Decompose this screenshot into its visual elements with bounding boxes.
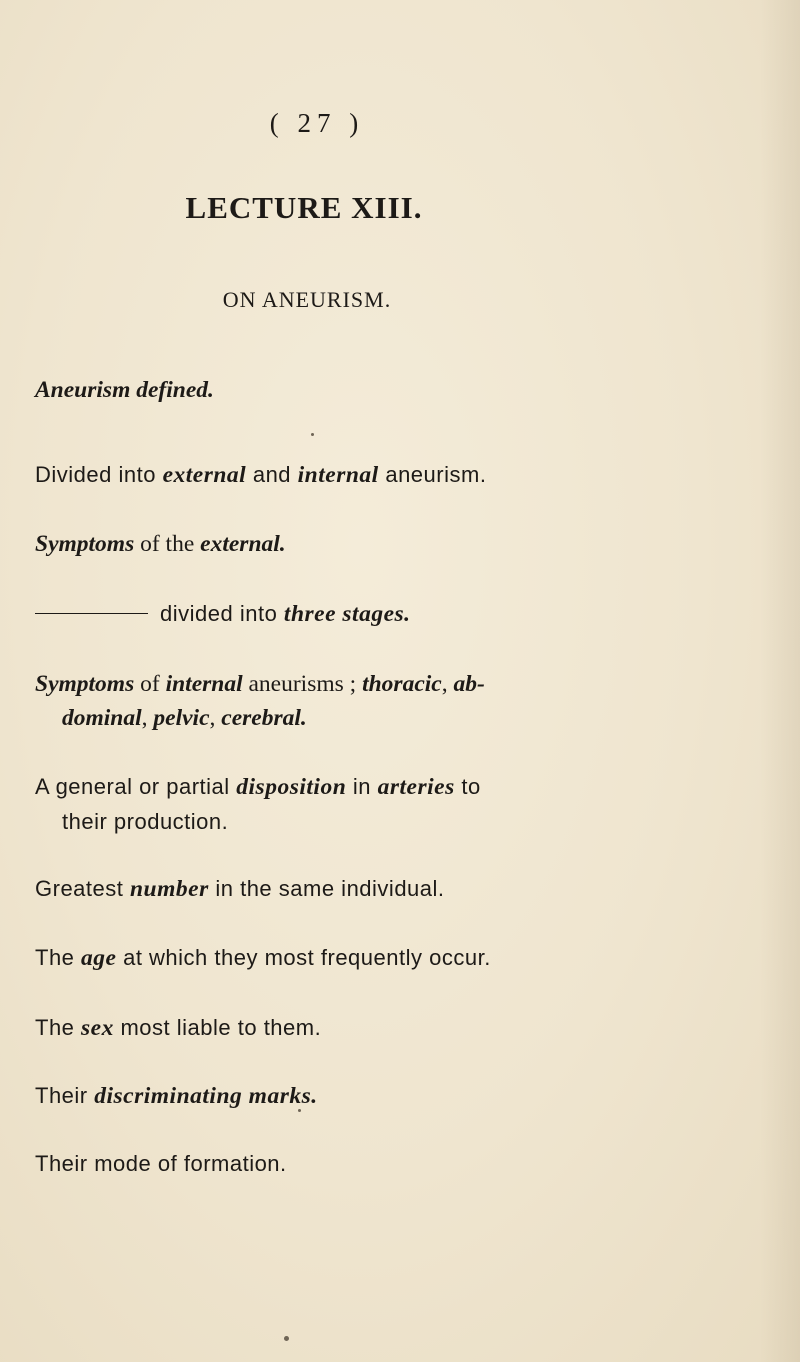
text: most liable to them. — [113, 1015, 322, 1040]
line-aneurism-defined — [35, 374, 214, 406]
emphasis: Symptoms — [35, 671, 135, 697]
lecture-title: LECTURE XIII. — [185, 190, 423, 225]
line-symptoms-external — [35, 528, 286, 560]
emphasis: external. — [200, 531, 286, 557]
text: divided into — [160, 601, 284, 626]
text: aneurism. — [378, 462, 487, 487]
emphasis: arteries — [377, 774, 455, 800]
emphasis: ab- — [453, 671, 485, 697]
emphasis: discriminating marks. — [94, 1083, 318, 1109]
text: , — [441, 671, 454, 697]
emphasis: thoracic — [362, 671, 442, 697]
page-number: ( 27 ) — [269, 108, 365, 138]
line-greatest-number — [35, 873, 445, 905]
emphasis: number — [129, 876, 209, 902]
line-symptoms-internal-cont — [62, 702, 307, 734]
lecture-subtitle: ON ANEURISM. — [222, 287, 392, 312]
text: , — [209, 705, 222, 731]
text: A general or partial — [35, 774, 237, 799]
emphasis: three stages. — [283, 601, 411, 627]
line-symptoms-internal — [35, 668, 485, 700]
heading-text: Aneurism defined. — [35, 377, 214, 403]
text: The — [35, 1015, 82, 1040]
paper-speck — [298, 1109, 301, 1112]
text: The — [35, 945, 82, 970]
text: at which they most frequently occur. — [116, 945, 491, 970]
text: Greatest — [35, 876, 130, 901]
text: and — [246, 462, 298, 487]
page-edge-shadow — [760, 0, 800, 1362]
text: Divided into — [35, 462, 163, 487]
line-three-stages — [35, 598, 411, 630]
text: in — [346, 774, 378, 799]
line-divided-into — [35, 459, 486, 491]
emphasis: dominal — [62, 705, 142, 731]
emphasis: Symptoms — [35, 531, 135, 557]
paper-speck — [311, 433, 314, 436]
paper-speck — [284, 1336, 289, 1341]
text: their production. — [62, 809, 229, 834]
emphasis: sex — [81, 1015, 114, 1041]
text: in the same individual. — [208, 876, 445, 901]
text: of the — [134, 531, 201, 557]
emphasis: internal — [297, 462, 379, 488]
line-age — [35, 942, 491, 974]
emphasis: disposition — [236, 774, 347, 800]
emphasis: cerebral. — [221, 705, 307, 731]
text: aneurisms ; — [242, 671, 363, 697]
text: , — [141, 705, 154, 731]
emphasis: age — [81, 945, 117, 971]
emphasis: pelvic — [153, 705, 210, 731]
text: of — [134, 671, 166, 697]
emphasis: internal — [165, 671, 243, 697]
line-mode-of-formation — [35, 1148, 287, 1180]
line-discriminating-marks — [35, 1080, 318, 1112]
emphasis: external — [162, 462, 247, 488]
ditto-rule — [35, 613, 148, 614]
line-sex — [35, 1012, 321, 1044]
text: Their mode of formation. — [35, 1151, 287, 1176]
text: Their — [35, 1083, 95, 1108]
line-disposition — [35, 771, 481, 803]
line-disposition-cont — [62, 806, 228, 838]
text: to — [454, 774, 481, 799]
